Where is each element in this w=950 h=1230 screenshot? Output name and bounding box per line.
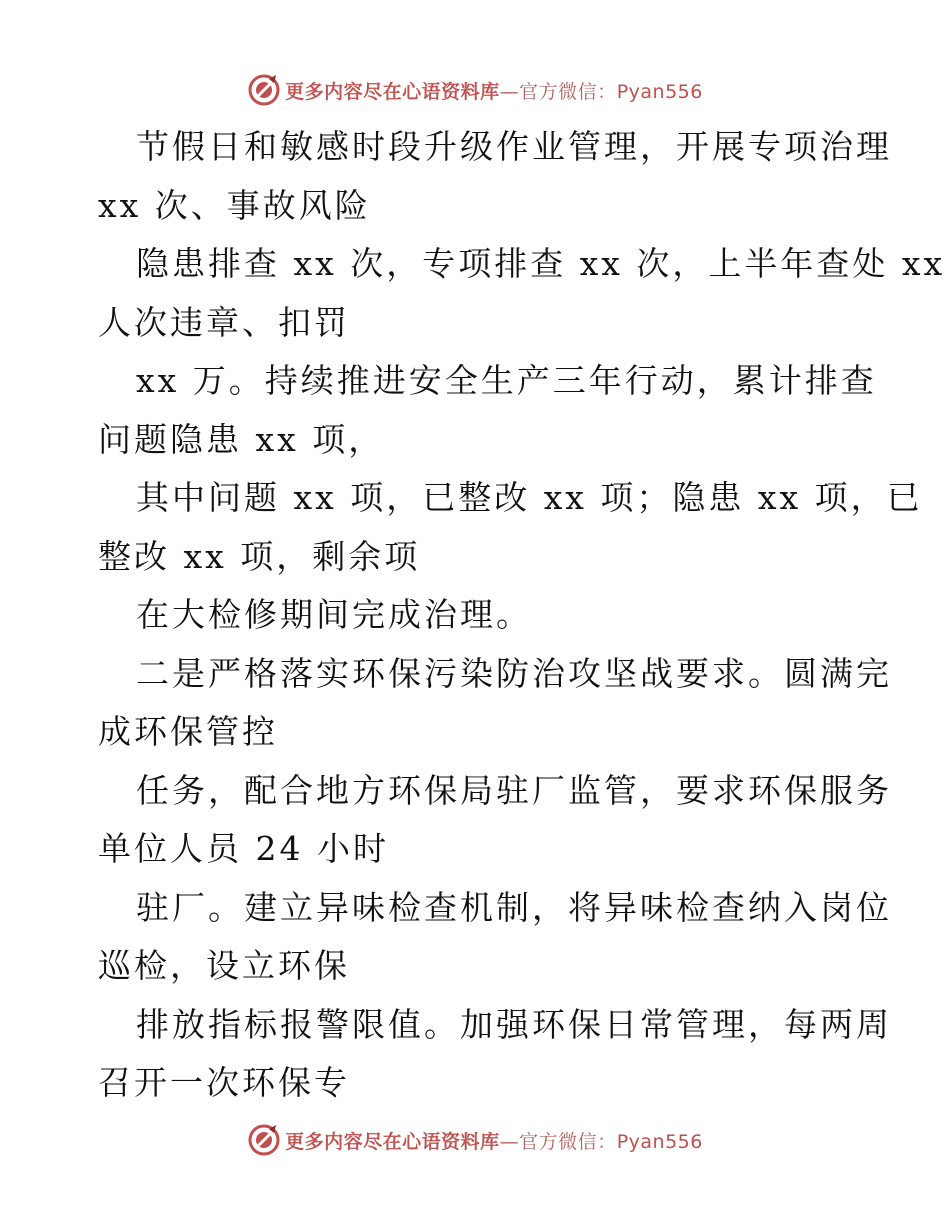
seal-logo-icon	[247, 73, 281, 107]
paragraph-line: 问题隐患 xx 项，	[98, 419, 385, 459]
paragraph-line: 召开一次环保专	[98, 1063, 350, 1102]
paragraph-line: 巡检，设立环保	[98, 946, 350, 985]
footer-watermark	[0, 1120, 950, 1160]
document-body	[98, 118, 946, 1113]
paragraph-line: 整改 xx 项，剩余项	[98, 536, 421, 576]
paragraph-line: xx 次、事故风险	[98, 185, 371, 225]
paragraph-line: 排放指标报警限值。加强环保日常管理，每两周	[136, 1004, 892, 1044]
paragraph-line: 驻厂。建立异味检查机制，将异味检查纳入岗位	[136, 887, 892, 927]
paragraph-line: 成环保管控	[98, 712, 278, 751]
watermark-text: 更多内容尽在心语资料库—官方微信：Pyan556	[285, 1130, 703, 1153]
watermark-text: 更多内容尽在心语资料库—官方微信：Pyan556	[285, 80, 703, 103]
paragraph-line: 单位人员 24 小时	[98, 829, 389, 868]
header-watermark	[0, 70, 950, 110]
paragraph-line: 在大检修期间完成治理。	[136, 595, 532, 634]
paragraph-line: 节假日和敏感时段升级作业管理，开展专项治理	[136, 127, 892, 166]
seal-logo-icon	[247, 1123, 281, 1157]
paragraph-line: 隐患排查 xx 次，专项排查 xx 次，上半年查处 xx	[136, 244, 946, 283]
paragraph-line: 任务，配合地方环保局驻厂监管，要求环保服务	[136, 770, 892, 810]
paragraph-line: 人次违章、扣罚	[98, 302, 350, 342]
paragraph-line: xx 万。持续推进安全生产三年行动，累计排查	[136, 361, 877, 400]
paragraph-line: 其中问题 xx 项，已整改 xx 项；隐患 xx 项，已	[136, 478, 923, 517]
paragraph-line: 二是严格落实环保污染防治攻坚战要求。圆满完	[136, 653, 892, 693]
